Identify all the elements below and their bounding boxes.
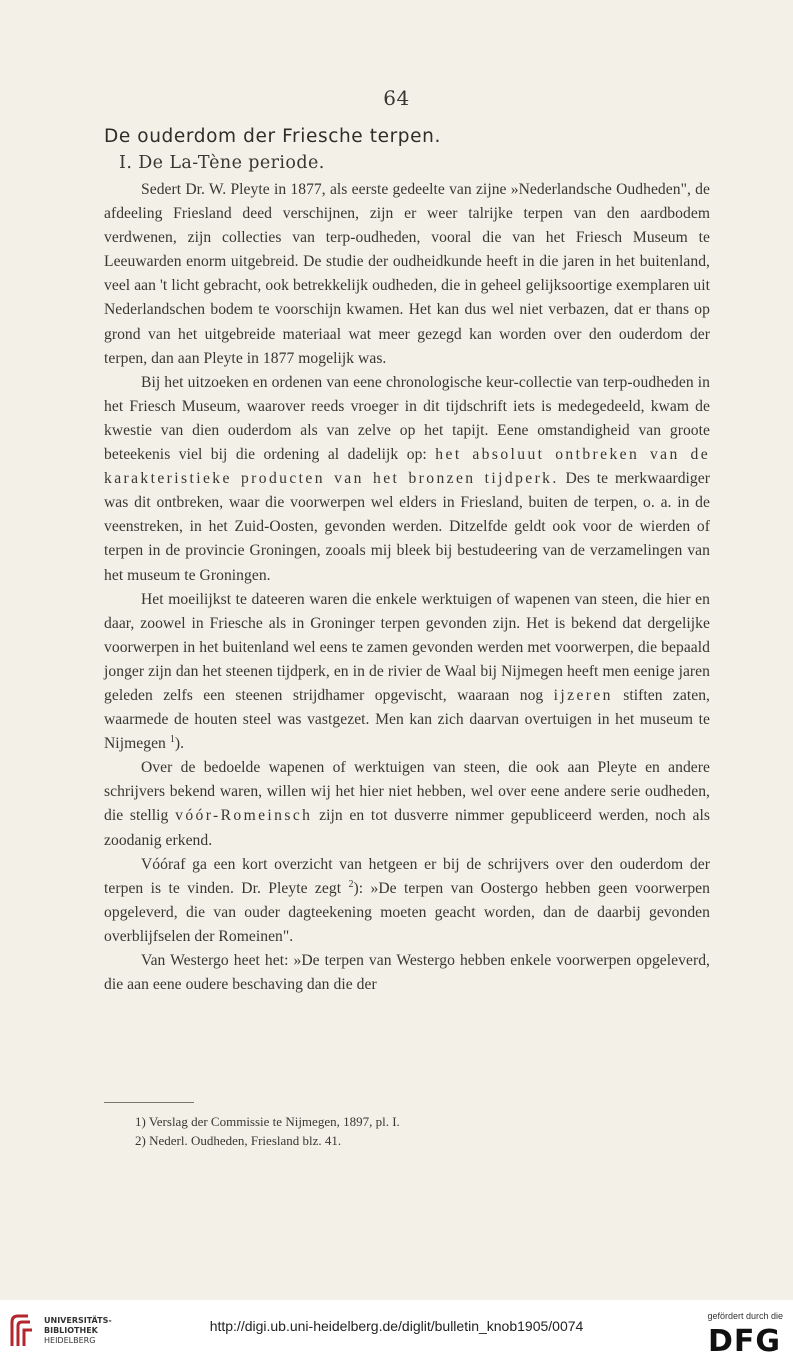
paragraph-5-text-b: ): »De terpen van Oostergo hebben geen voorwerpen opgeleverd, die van ouder dagteekening moeten geacht worden, dan de daarbij gevonden overblijfselen der Romeinen". <box>104 879 710 945</box>
library-name-line-1: UNIVERSITÄTS- <box>44 1316 112 1325</box>
footnote-2: 2) Nederl. Oudheden, Friesland blz. 41. <box>135 1133 342 1148</box>
paragraph-5 <box>104 853 710 949</box>
paragraph-3-end: ). <box>174 735 185 753</box>
emphasis-spaced-text: het absoluut ontbreken van de karakteristieke producten van het bronzen tijdperk. <box>104 446 711 488</box>
footnote-ref-1[interactable]: 1 <box>169 733 175 745</box>
dfg-logo[interactable]: DFG <box>707 1324 781 1359</box>
footnote-1: 1) Verslag der Commissie te Nijmegen, 1897, pl. I. <box>135 1114 400 1129</box>
paragraph-4-text-a: Over de bedoelde wapenen of werktuigen van steen, die ook aan Pleyte en andere schrijvers bekend waren, willen wij het hier niet hebben, wel over eene andere serie oudheden, die stellig <box>104 759 710 825</box>
emphasis-spaced-text: vóór-Romeinsch <box>175 807 313 825</box>
article <box>104 126 710 997</box>
footnote-ref-2[interactable]: 2 <box>348 878 354 890</box>
paragraph-2 <box>104 371 710 588</box>
paragraph-3-text-b: stiften zaten, waarmede de houten steel was vastgezet. Men kan zich daarvan overtuigen in het museum te Nijmegen <box>104 686 711 753</box>
paragraph-2-text-a: Bij het uitzoeken en ordenen van eene chronologische keur-collectie van terp-oudheden in het Friesch Museum, waarover reeds vroeger in dit tijdschrift iets is medegedeeld, kwam de kwestie van dien ouderdom als van zelve op het tapijt. Eene omstandigheid van groote beteekenis viel bij die ordening al dadelijk op: <box>104 373 710 464</box>
paragraph-5-text-a: Vóóraf ga een kort overzicht van hetgeen er bij de schrijvers over den ouderdom der terpen is te vinden. Dr. Pleyte zegt <box>104 855 710 897</box>
article-title: De ouderdom der Friesche terpen. <box>104 126 441 147</box>
funded-by-label: gefördert durch die <box>707 1311 783 1321</box>
library-name-line-3: HEIDELBERG <box>44 1336 96 1345</box>
paragraph-2-text-b: Des te merkwaardiger was dit ontbreken, waar die voorwerpen wel elders in Friesland, buiten de terpen, o. a. in de veenstreken, in het Zuid-Oosten, gevonden werden. Ditzelfde geldt ook voor de wierden of terpen in de provincie Groningen, zooals mij bleek bij bestudeering van de verzamelingen van het museum te Groningen. <box>104 470 710 584</box>
paragraph-3-text-a: Het moeilijkst te dateeren waren die enkele werktuigen of wapenen van steen, die hier en daar, zoowel in Friesche als in Groninger terpen gevonden zijn. Het is bekend dat dergelijke voorwerpen in het buitenland wel eens te zamen gevonden werden met voorwerpen, die bepaald jonger zijn dan het steenen tijdperk, en in de rivier de Waal bij Nijmegen heeft men eenige jaren geleden zelfs een steenen strijdhamer opgevischt, waaraan nog <box>104 590 710 704</box>
paragraph-4-text-b: zijn en tot dusverre nimmer gepubliceerd werden, noch als zoodanig erkend. <box>104 807 711 849</box>
emphasis-spaced-text: ijzeren <box>553 686 613 704</box>
paragraph-1: Sedert Dr. W. Pleyte in 1877, als eerste gedeelte van zijne »Nederlandsche Oudheden", de afdeeling Friesland deed verschijnen, zijn er weer talrijke terpen van den aardbodem verdwenen, zijn collecties van terp-oudheden, vooral die van het Friesch Museum te Leeuwarden enorm uitgebreid. De studie der oudheidkunde heeft in die jaren in het buitenland, veel aan 't licht gebracht, ook betrekkelijk oudheden, die in geheel gelijksoortige exemplaren uit Nederlandschen bodem te voorschijn kwamen. Het kan dus wel niet verbazen, dat er thans op grond van het uitgebreide materiaal wat meer gezegd kan worden over den ouderdom der terpen, dan aan Pleyte in 1877 mogelijk was. <box>104 181 710 367</box>
page-number: 64 <box>383 86 410 110</box>
paragraph-6: Van Westergo heet het: »De terpen van Westergo hebben enkele voorwerpen opgeleverd, die aan eene oudere beschaving dan die der <box>104 952 710 994</box>
footnote-divider <box>104 1102 194 1103</box>
footnotes <box>135 1112 695 1150</box>
library-name-line-2: BIBLIOTHEK <box>44 1326 98 1335</box>
paragraph-4 <box>104 756 710 852</box>
source-url[interactable]: http://digi.ub.uni-heidelberg.de/diglit/bulletin_knob1905/0074 <box>209 1318 584 1334</box>
paragraph-3 <box>104 588 710 757</box>
section-heading: I. De La-Tène periode. <box>119 153 325 173</box>
